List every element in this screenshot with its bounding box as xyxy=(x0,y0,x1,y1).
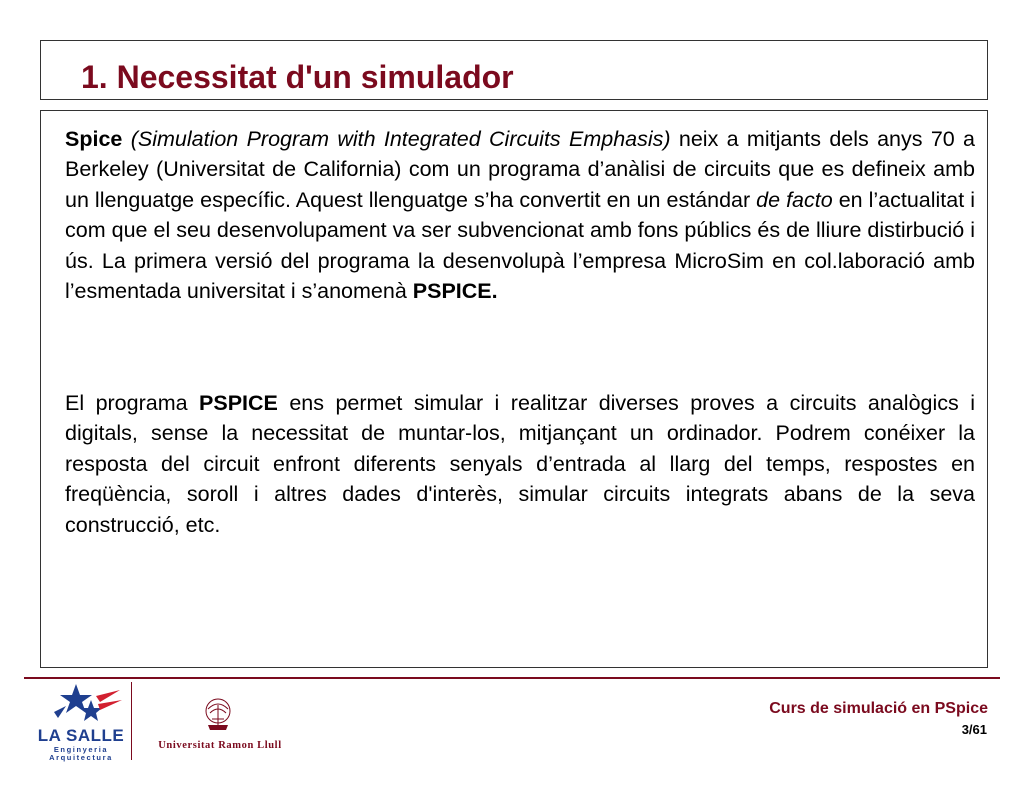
de-facto-term: de facto xyxy=(756,187,833,212)
spice-term: Spice xyxy=(65,127,123,151)
logo-divider xyxy=(131,682,132,760)
url-tree-emblem-icon xyxy=(148,695,292,737)
title-box xyxy=(40,40,988,100)
slide-title: 1. Necessitat d'un simulador xyxy=(81,59,514,95)
spice-expansion: (Simulation Program with Integrated Circuits Emphasis) xyxy=(130,127,671,151)
footer-divider xyxy=(24,677,1000,679)
lasalle-name: LA SALLE xyxy=(37,726,125,745)
paragraph2-text-a: El programa xyxy=(65,391,200,415)
paragraph-pspice-usage xyxy=(65,388,975,540)
lasalle-logo xyxy=(36,682,126,762)
lasalle-subtitle-1: Enginyeria xyxy=(53,745,109,754)
url-name: Universitat Ramon Llull xyxy=(158,740,282,751)
paragraph-spice-history xyxy=(65,124,975,306)
lasalle-stars-icon xyxy=(36,682,126,728)
page-number: 3/61 xyxy=(961,722,987,737)
paragraph1-text-a: neix a mitjants dels anys 70 a Berkeley (Universitat de California) com un programa d’anàlisi de circuits que es defineix amb un llenguatge específic. Aquest llenguatge s’ha convertit en un estándar xyxy=(65,127,976,212)
url-logo xyxy=(148,695,292,757)
pspice-term: PSPICE. xyxy=(412,279,498,304)
paragraph1-text-b: en l’actualitat i com que el seu desenvolupament va ser subvencionat amb fons públics és de lliure distirbució i ús. La primera versió del programa la desenvolupà l’empresa MicroSim en col.laboració amb l’esmentada universitat i s’anomenà xyxy=(65,187,975,304)
course-title: Curs de simulació en PSpice xyxy=(769,700,988,717)
paragraph2-text-b: ens permet simular i realitzar diverses proves a circuits analògics i digitals, sense la necessitat de muntar-los, mitjançant un ordinador. Podrem conéixer la resposta del circuit enfront diferents senyals d’entrada al llarg del temps, respostes en freqüència, soroll i altres dades d'interès, simular circuits integrats abans de la seva construcció, etc. xyxy=(65,391,975,537)
pspice-term-2: PSPICE xyxy=(199,391,278,415)
content-box xyxy=(40,110,988,668)
lasalle-subtitle-2: Arquitectura xyxy=(49,753,113,762)
